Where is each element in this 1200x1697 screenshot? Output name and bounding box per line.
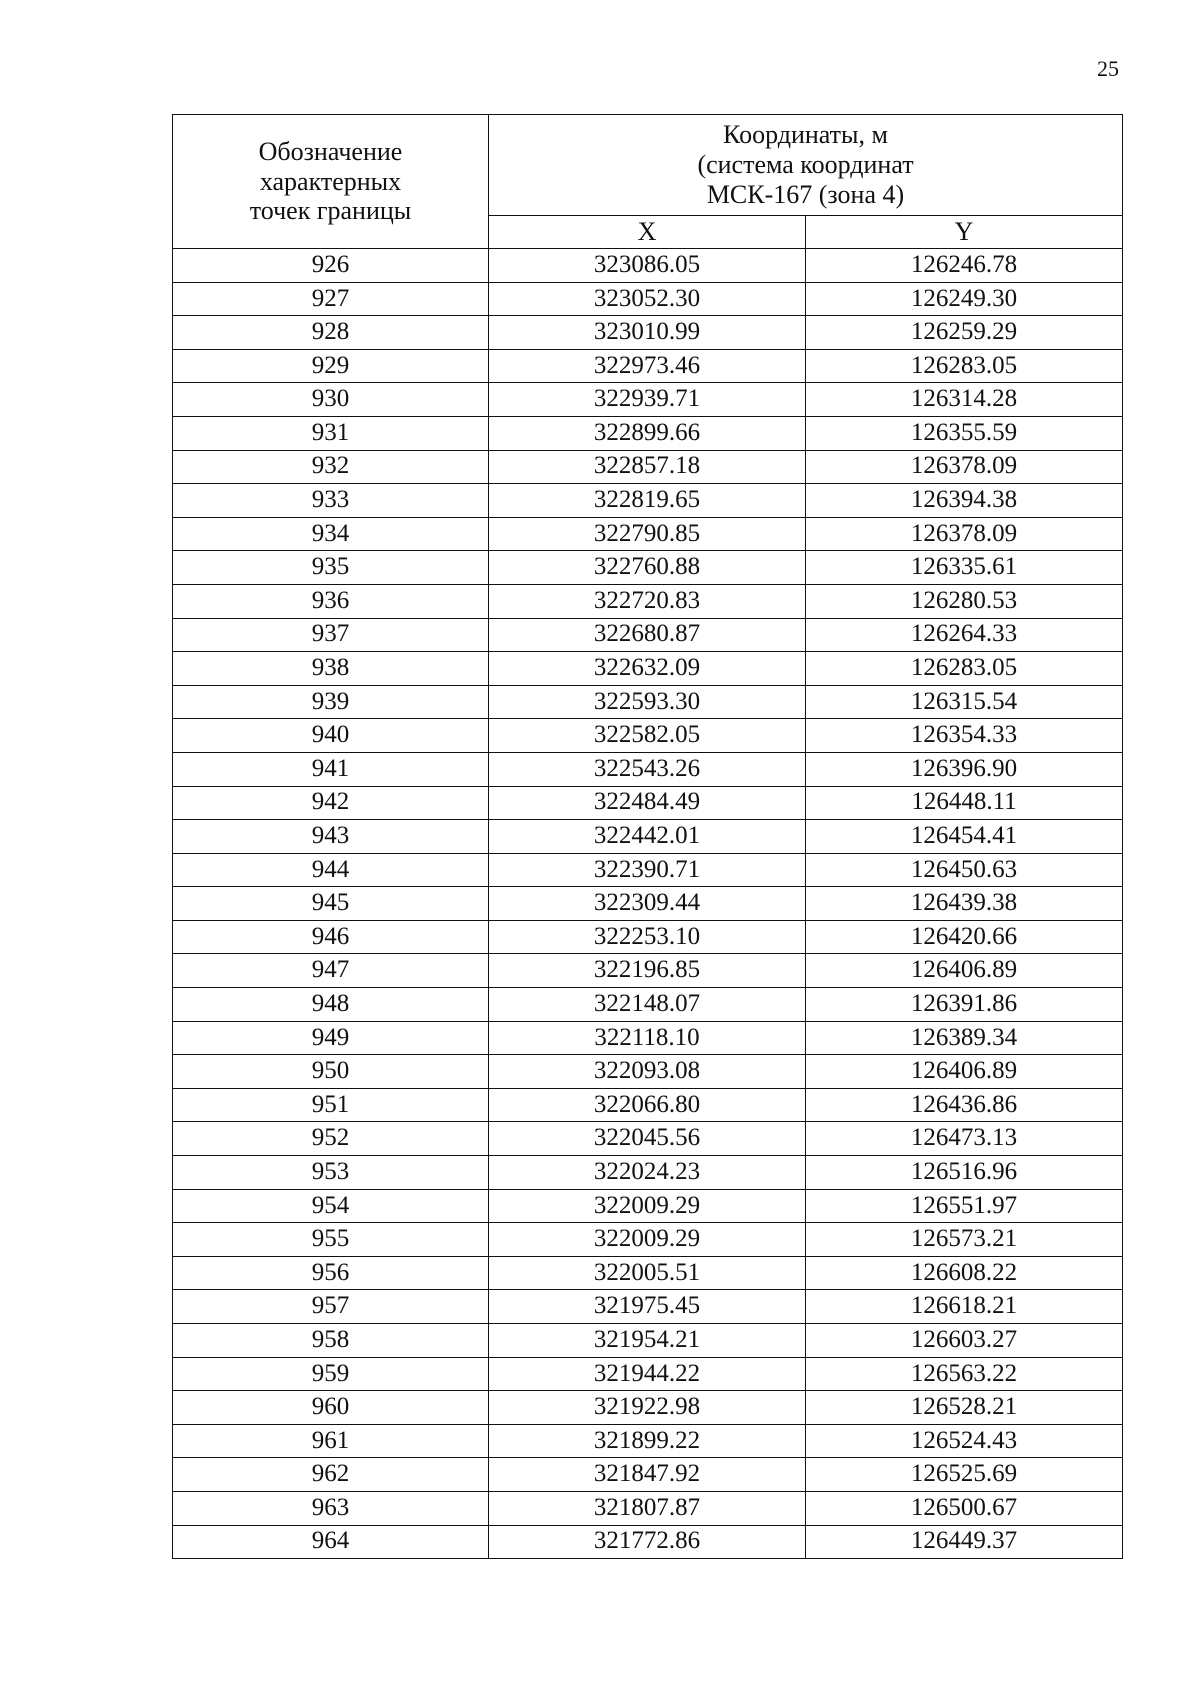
table-row bbox=[173, 584, 1123, 618]
y-coordinate-cell: 126246.78 bbox=[806, 249, 1123, 283]
point-id-cell: 947 bbox=[173, 954, 489, 988]
x-coordinate-cell: 322790.85 bbox=[489, 517, 806, 551]
header-coordinates bbox=[489, 115, 1123, 216]
x-coordinate-cell: 322066.80 bbox=[489, 1088, 806, 1122]
point-id-cell: 932 bbox=[173, 450, 489, 484]
point-id-cell: 943 bbox=[173, 820, 489, 854]
y-coordinate-cell: 126618.21 bbox=[806, 1290, 1123, 1324]
header-designation-line-3: точек границы bbox=[249, 196, 412, 226]
header-x: X bbox=[489, 215, 806, 248]
table-row bbox=[173, 719, 1123, 753]
header-designation-line-2: характерных bbox=[259, 166, 402, 196]
table-row bbox=[173, 1256, 1123, 1290]
point-id-cell: 945 bbox=[173, 887, 489, 921]
y-coordinate-cell: 126314.28 bbox=[806, 383, 1123, 417]
y-coordinate-cell: 126524.43 bbox=[806, 1424, 1123, 1458]
x-coordinate-cell: 322093.08 bbox=[489, 1055, 806, 1089]
y-coordinate-cell: 126406.89 bbox=[806, 1055, 1123, 1089]
y-coordinate-cell: 126528.21 bbox=[806, 1391, 1123, 1425]
table-row bbox=[173, 1223, 1123, 1257]
y-coordinate-cell: 126406.89 bbox=[806, 954, 1123, 988]
table-row bbox=[173, 685, 1123, 719]
point-id-cell: 955 bbox=[173, 1223, 489, 1257]
table-row bbox=[173, 1290, 1123, 1324]
point-id-cell: 964 bbox=[173, 1525, 489, 1559]
table-row bbox=[173, 1055, 1123, 1089]
point-id-cell: 950 bbox=[173, 1055, 489, 1089]
x-coordinate-cell: 322024.23 bbox=[489, 1156, 806, 1190]
y-coordinate-cell: 126378.09 bbox=[806, 450, 1123, 484]
table-row bbox=[173, 282, 1123, 316]
x-coordinate-cell: 322309.44 bbox=[489, 887, 806, 921]
x-coordinate-cell: 322760.88 bbox=[489, 551, 806, 585]
x-coordinate-cell: 322543.26 bbox=[489, 752, 806, 786]
table-row bbox=[173, 820, 1123, 854]
x-coordinate-cell: 321807.87 bbox=[489, 1491, 806, 1525]
y-coordinate-cell: 126315.54 bbox=[806, 685, 1123, 719]
point-id-cell: 948 bbox=[173, 988, 489, 1022]
point-id-cell: 927 bbox=[173, 282, 489, 316]
coordinates-table bbox=[172, 114, 1123, 1559]
table-row bbox=[173, 1391, 1123, 1425]
x-coordinate-cell: 321944.22 bbox=[489, 1357, 806, 1391]
point-id-cell: 959 bbox=[173, 1357, 489, 1391]
y-coordinate-cell: 126249.30 bbox=[806, 282, 1123, 316]
point-id-cell: 954 bbox=[173, 1189, 489, 1223]
point-id-cell: 940 bbox=[173, 719, 489, 753]
x-coordinate-cell: 322632.09 bbox=[489, 652, 806, 686]
y-coordinate-cell: 126283.05 bbox=[806, 652, 1123, 686]
table-row bbox=[173, 988, 1123, 1022]
y-coordinate-cell: 126450.63 bbox=[806, 853, 1123, 887]
x-coordinate-cell: 322582.05 bbox=[489, 719, 806, 753]
table-row bbox=[173, 618, 1123, 652]
x-coordinate-cell: 321772.86 bbox=[489, 1525, 806, 1559]
y-coordinate-cell: 126391.86 bbox=[806, 988, 1123, 1022]
y-coordinate-cell: 126259.29 bbox=[806, 316, 1123, 350]
point-id-cell: 929 bbox=[173, 349, 489, 383]
table-row bbox=[173, 652, 1123, 686]
y-coordinate-cell: 126449.37 bbox=[806, 1525, 1123, 1559]
table-row bbox=[173, 249, 1123, 283]
header-coordinates-line-1: Координаты, м bbox=[723, 120, 888, 150]
table-row bbox=[173, 786, 1123, 820]
y-coordinate-cell: 126516.96 bbox=[806, 1156, 1123, 1190]
y-coordinate-cell: 126525.69 bbox=[806, 1458, 1123, 1492]
x-coordinate-cell: 323052.30 bbox=[489, 282, 806, 316]
table-row bbox=[173, 752, 1123, 786]
x-coordinate-cell: 322005.51 bbox=[489, 1256, 806, 1290]
y-coordinate-cell: 126355.59 bbox=[806, 416, 1123, 450]
x-coordinate-cell: 322442.01 bbox=[489, 820, 806, 854]
x-coordinate-cell: 322973.46 bbox=[489, 349, 806, 383]
y-coordinate-cell: 126264.33 bbox=[806, 618, 1123, 652]
point-id-cell: 934 bbox=[173, 517, 489, 551]
x-coordinate-cell: 322484.49 bbox=[489, 786, 806, 820]
point-id-cell: 942 bbox=[173, 786, 489, 820]
x-coordinate-cell: 322009.29 bbox=[489, 1223, 806, 1257]
point-id-cell: 933 bbox=[173, 484, 489, 518]
y-coordinate-cell: 126603.27 bbox=[806, 1324, 1123, 1358]
x-coordinate-cell: 321899.22 bbox=[489, 1424, 806, 1458]
point-id-cell: 960 bbox=[173, 1391, 489, 1425]
x-coordinate-cell: 322045.56 bbox=[489, 1122, 806, 1156]
table-row bbox=[173, 383, 1123, 417]
x-coordinate-cell: 322899.66 bbox=[489, 416, 806, 450]
table-row bbox=[173, 887, 1123, 921]
x-coordinate-cell: 322680.87 bbox=[489, 618, 806, 652]
table-row bbox=[173, 1357, 1123, 1391]
x-coordinate-cell: 322009.29 bbox=[489, 1189, 806, 1223]
table-body bbox=[173, 249, 1123, 1559]
table-row bbox=[173, 416, 1123, 450]
point-id-cell: 944 bbox=[173, 853, 489, 887]
table-row bbox=[173, 316, 1123, 350]
point-id-cell: 937 bbox=[173, 618, 489, 652]
y-coordinate-cell: 126551.97 bbox=[806, 1189, 1123, 1223]
y-coordinate-cell: 126396.90 bbox=[806, 752, 1123, 786]
page-number: 25 bbox=[1097, 56, 1119, 81]
table-row bbox=[173, 1525, 1123, 1559]
y-coordinate-cell: 126394.38 bbox=[806, 484, 1123, 518]
x-coordinate-cell: 322593.30 bbox=[489, 685, 806, 719]
y-coordinate-cell: 126573.21 bbox=[806, 1223, 1123, 1257]
point-id-cell: 958 bbox=[173, 1324, 489, 1358]
table-row bbox=[173, 1424, 1123, 1458]
header-y: Y bbox=[806, 215, 1123, 248]
y-coordinate-cell: 126335.61 bbox=[806, 551, 1123, 585]
y-coordinate-cell: 126500.67 bbox=[806, 1491, 1123, 1525]
table-row bbox=[173, 954, 1123, 988]
y-coordinate-cell: 126378.09 bbox=[806, 517, 1123, 551]
y-coordinate-cell: 126439.38 bbox=[806, 887, 1123, 921]
x-coordinate-cell: 322819.65 bbox=[489, 484, 806, 518]
point-id-cell: 953 bbox=[173, 1156, 489, 1190]
table-row bbox=[173, 1458, 1123, 1492]
table-row bbox=[173, 920, 1123, 954]
point-id-cell: 949 bbox=[173, 1021, 489, 1055]
table-row bbox=[173, 1088, 1123, 1122]
table-row bbox=[173, 1156, 1123, 1190]
y-coordinate-cell: 126420.66 bbox=[806, 920, 1123, 954]
x-coordinate-cell: 322390.71 bbox=[489, 853, 806, 887]
point-id-cell: 962 bbox=[173, 1458, 489, 1492]
table-row bbox=[173, 484, 1123, 518]
x-coordinate-cell: 322118.10 bbox=[489, 1021, 806, 1055]
point-id-cell: 961 bbox=[173, 1424, 489, 1458]
point-id-cell: 956 bbox=[173, 1256, 489, 1290]
point-id-cell: 951 bbox=[173, 1088, 489, 1122]
point-id-cell: 946 bbox=[173, 920, 489, 954]
table-row bbox=[173, 349, 1123, 383]
table-row bbox=[173, 1324, 1123, 1358]
header-designation bbox=[173, 115, 489, 249]
table-header bbox=[173, 115, 1123, 249]
x-coordinate-cell: 322720.83 bbox=[489, 584, 806, 618]
header-coordinates-line-2: (система координат bbox=[697, 149, 914, 179]
y-coordinate-cell: 126448.11 bbox=[806, 786, 1123, 820]
y-coordinate-cell: 126473.13 bbox=[806, 1122, 1123, 1156]
y-coordinate-cell: 126454.41 bbox=[806, 820, 1123, 854]
table-row bbox=[173, 450, 1123, 484]
y-coordinate-cell: 126563.22 bbox=[806, 1357, 1123, 1391]
table-row bbox=[173, 517, 1123, 551]
point-id-cell: 931 bbox=[173, 416, 489, 450]
point-id-cell: 928 bbox=[173, 316, 489, 350]
x-coordinate-cell: 323086.05 bbox=[489, 249, 806, 283]
point-id-cell: 957 bbox=[173, 1290, 489, 1324]
table-row bbox=[173, 1189, 1123, 1223]
x-coordinate-cell: 321847.92 bbox=[489, 1458, 806, 1492]
x-coordinate-cell: 322857.18 bbox=[489, 450, 806, 484]
x-coordinate-cell: 321922.98 bbox=[489, 1391, 806, 1425]
point-id-cell: 952 bbox=[173, 1122, 489, 1156]
table-row bbox=[173, 853, 1123, 887]
y-coordinate-cell: 126436.86 bbox=[806, 1088, 1123, 1122]
point-id-cell: 936 bbox=[173, 584, 489, 618]
header-designation-line-1: Обозначение bbox=[258, 136, 403, 166]
point-id-cell: 935 bbox=[173, 551, 489, 585]
y-coordinate-cell: 126283.05 bbox=[806, 349, 1123, 383]
x-coordinate-cell: 322196.85 bbox=[489, 954, 806, 988]
table-row bbox=[173, 551, 1123, 585]
point-id-cell: 939 bbox=[173, 685, 489, 719]
point-id-cell: 941 bbox=[173, 752, 489, 786]
table-row bbox=[173, 1122, 1123, 1156]
x-coordinate-cell: 322253.10 bbox=[489, 920, 806, 954]
y-coordinate-cell: 126608.22 bbox=[806, 1256, 1123, 1290]
x-coordinate-cell: 322148.07 bbox=[489, 988, 806, 1022]
y-coordinate-cell: 126354.33 bbox=[806, 719, 1123, 753]
point-id-cell: 930 bbox=[173, 383, 489, 417]
x-coordinate-cell: 322939.71 bbox=[489, 383, 806, 417]
header-coordinates-line-3: МСК-167 (зона 4) bbox=[706, 179, 905, 209]
point-id-cell: 926 bbox=[173, 249, 489, 283]
table-row bbox=[173, 1021, 1123, 1055]
x-coordinate-cell: 323010.99 bbox=[489, 316, 806, 350]
y-coordinate-cell: 126280.53 bbox=[806, 584, 1123, 618]
y-coordinate-cell: 126389.34 bbox=[806, 1021, 1123, 1055]
x-coordinate-cell: 321954.21 bbox=[489, 1324, 806, 1358]
point-id-cell: 938 bbox=[173, 652, 489, 686]
point-id-cell: 963 bbox=[173, 1491, 489, 1525]
x-coordinate-cell: 321975.45 bbox=[489, 1290, 806, 1324]
table-row bbox=[173, 1491, 1123, 1525]
